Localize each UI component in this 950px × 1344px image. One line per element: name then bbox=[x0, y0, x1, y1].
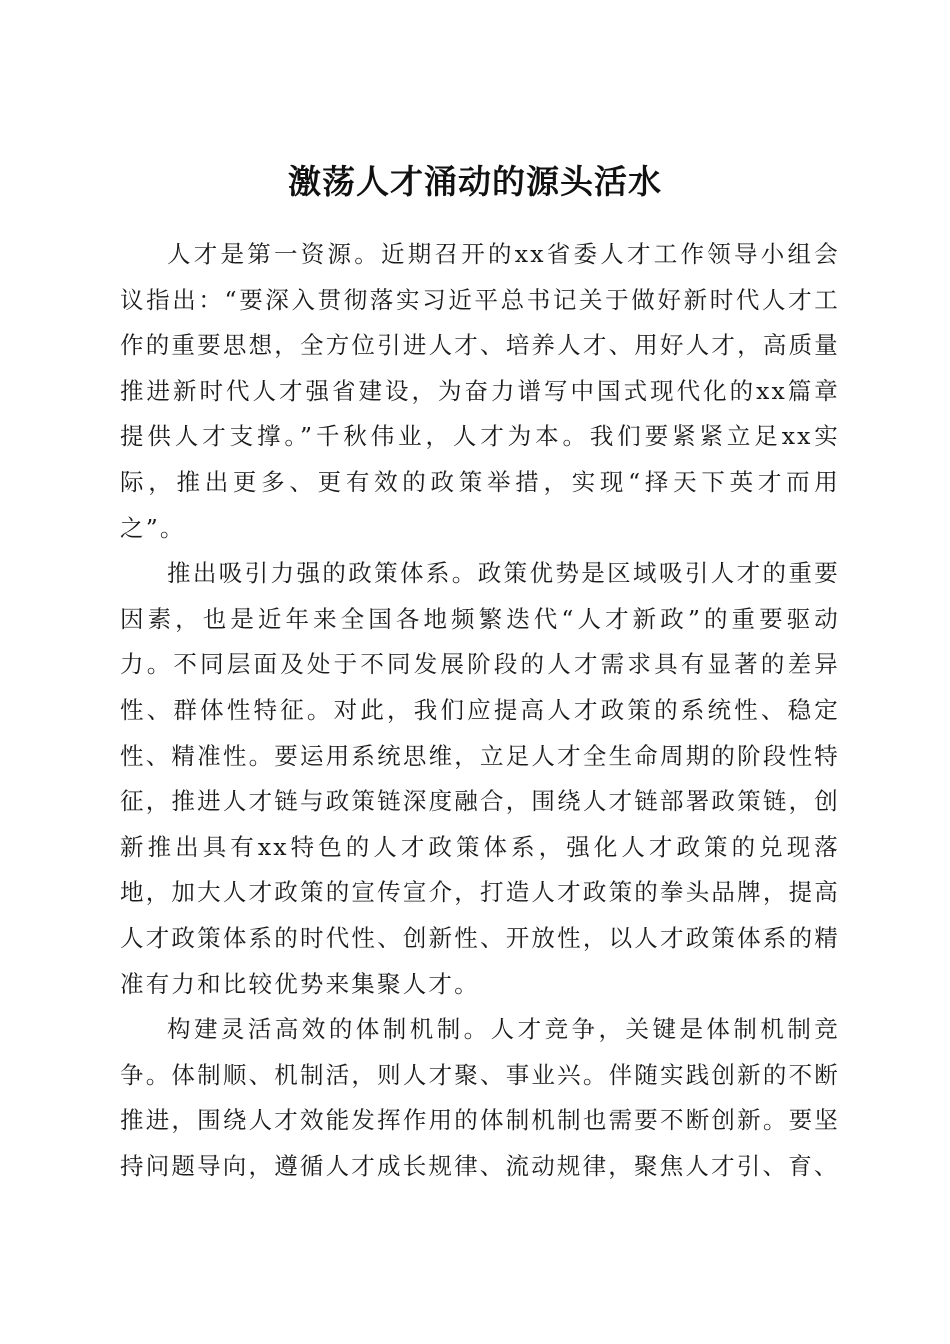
paragraph-institutional-mechanism: 构建灵活高效的体制机制。人才竞争，关键是体制机制竞争。体制顺、机制活，则人才聚、事业兴。伴随实践创新的不断推进，围绕人才效能发挥作用的体制机制也需要不断创新。要坚持问题导向，遵循人才成长规律、流动规律，聚焦人才引、育、 bbox=[120, 1015, 840, 1180]
paragraph-intro: 人才是第一资源。近期召开的xx省委人才工作领导小组会议指出：“要深入贯彻落实习近平总书记关于做好新时代人才工作的重要思想，全方位引进人才、培养人才、用好人才，高质量推进新时代人才强省建设，为奋力谱写中国式现代化的xx篇章提供人才支撑。”千秋伟业，人才为本。我们要紧紧立足xx实际，推出更多、更有效的政策举措，实现“择天下英才而用之”。 bbox=[120, 240, 840, 542]
document-body bbox=[120, 232, 840, 1189]
paragraph-policy-system: 推出吸引力强的政策体系。政策优势是区域吸引人才的重要因素，也是近年来全国各地频繁迭代“人才新政”的重要驱动力。不同层面及处于不同发展阶段的人才需求具有显著的差异性、群体性特征。对此，我们应提高人才政策的系统性、稳定性、精准性。要运用系统思维，立足人才全生命周期的阶段性特征，推进人才链与政策链深度融合，围绕人才链部署政策链，创新推出具有xx特色的人才政策体系，强化人才政策的兑现落地，加大人才政策的宣传宣介，打造人才政策的拳头品牌，提高人才政策体系的时代性、创新性、开放性，以人才政策体系的精准有力和比较优势来集聚人才。 bbox=[120, 559, 840, 998]
document-title: 激荡人才涌动的源头活水 bbox=[288, 162, 662, 202]
